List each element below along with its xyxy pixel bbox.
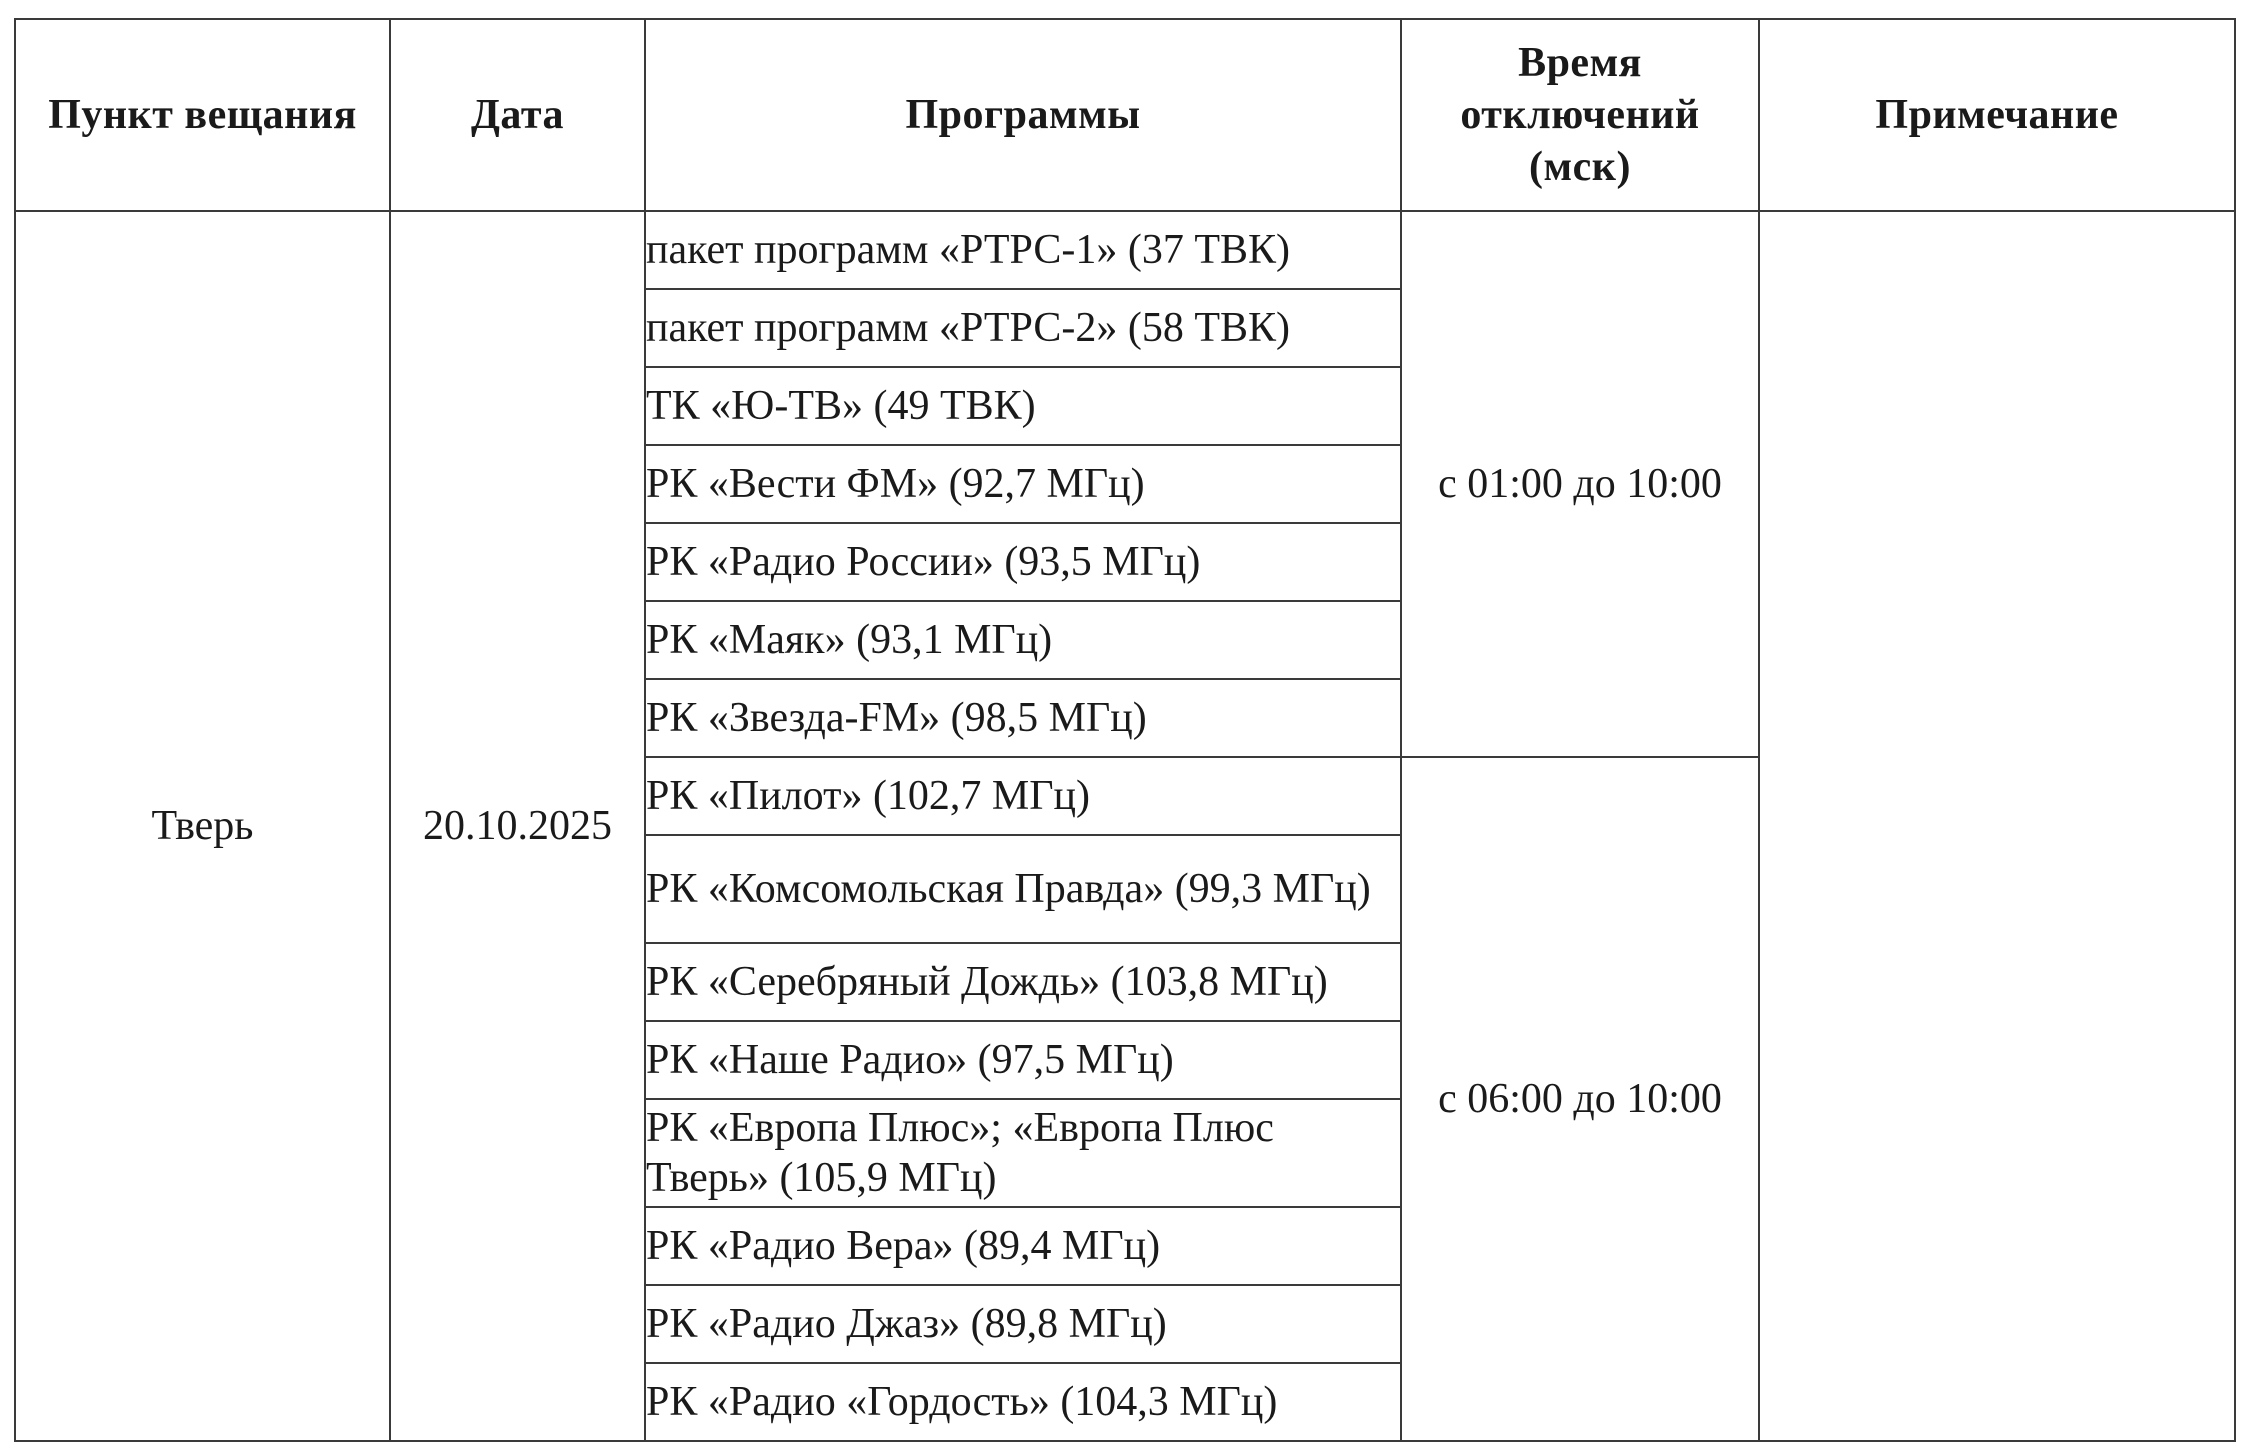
header-date: Дата [390, 19, 645, 211]
program-cell: РК «Радио Джаз» (89,8 МГц) [645, 1285, 1401, 1363]
date-cell: 20.10.2025 [390, 211, 645, 1441]
program-cell: пакет программ «РТРС-2» (58 ТВК) [645, 289, 1401, 367]
program-cell: РК «Радио «Гордость» (104,3 МГц) [645, 1363, 1401, 1441]
program-cell: РК «Европа Плюс»; «Европа Плюс Тверь» (105,9 МГц) [645, 1099, 1401, 1207]
note-cell [1759, 211, 2235, 1441]
program-cell: РК «Вести ФМ» (92,7 МГц) [645, 445, 1401, 523]
header-location: Пункт вещания [15, 19, 390, 211]
program-cell: РК «Радио России» (93,5 МГц) [645, 523, 1401, 601]
program-cell: РК «Пилот» (102,7 МГц) [645, 757, 1401, 835]
header-time-label: Время отключений (мск) [1460, 40, 1700, 190]
time-slot-cell: с 06:00 до 10:00 [1401, 757, 1759, 1441]
program-cell: ТК «Ю-ТВ» (49 ТВК) [645, 367, 1401, 445]
program-cell: пакет программ «РТРС-1» (37 ТВК) [645, 211, 1401, 289]
header-programs: Программы [645, 19, 1401, 211]
program-cell: РК «Радио Вера» (89,4 МГц) [645, 1207, 1401, 1285]
program-cell: РК «Наше Радио» (97,5 МГц) [645, 1021, 1401, 1099]
time-slot-cell: с 01:00 до 10:00 [1401, 211, 1759, 757]
broadcast-schedule-table [14, 18, 2236, 1442]
header-note: Примечание [1759, 19, 2235, 211]
location-cell: Тверь [15, 211, 390, 1441]
program-cell: РК «Серебряный Дождь» (103,8 МГц) [645, 943, 1401, 1021]
header-row [15, 19, 2235, 211]
table-row [15, 211, 2235, 289]
program-cell: РК «Комсомольская Правда» (99,3 МГц) [645, 835, 1401, 943]
header-time [1401, 19, 1759, 211]
program-cell: РК «Маяк» (93,1 МГц) [645, 601, 1401, 679]
program-cell: РК «Звезда-FM» (98,5 МГц) [645, 679, 1401, 757]
